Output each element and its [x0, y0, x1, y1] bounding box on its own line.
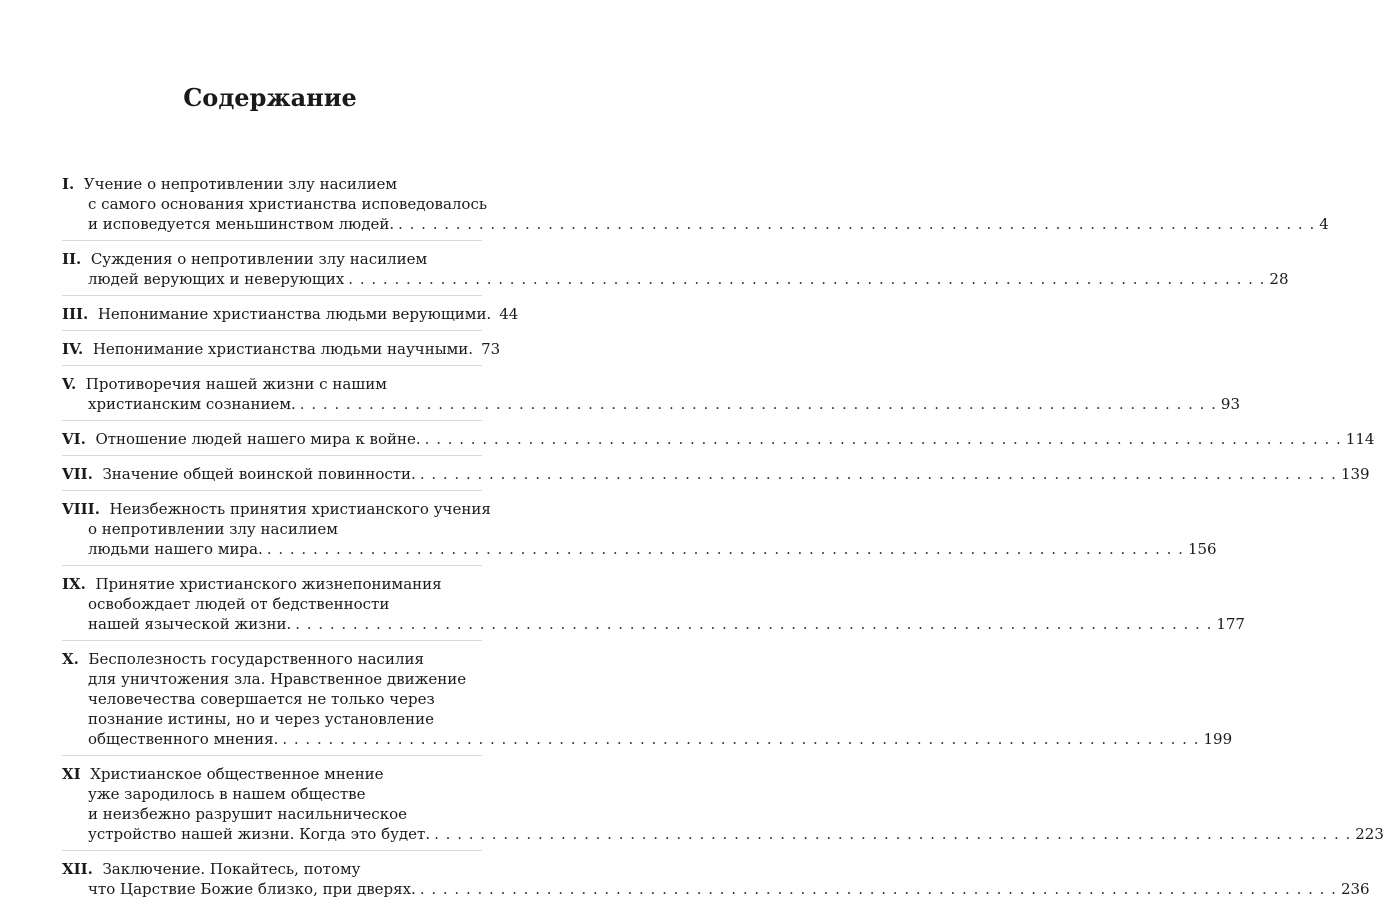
chapter-title-line: нашей языческой жизни. [88, 615, 292, 633]
toc-entry-line [62, 859, 482, 879]
dot-leader: . . . . . . . . . . . . . . . . . . . . . . . . . . . . . . . . . . . . . . . . . . . . . . . . . . . . . . . . . . . . . . . . . . . . . . . . . . . . . . . . [299, 395, 1217, 413]
toc-entry-line [62, 519, 482, 539]
chapter-number: X. [62, 650, 79, 668]
page-number: 114 [1345, 430, 1375, 448]
toc-entry-text [88, 879, 416, 899]
page-number: 28 [1269, 270, 1289, 288]
dot-leader: . . . . . . . . . . . . . . . . . . . . . . . . . . . . . . . . . . . . . . . . . . . . . . . . . . . . . . . . . . . . . . . . . . . . . . . . . . . . . . . . [266, 540, 1184, 558]
chapter-title-line: о непротивлении злу насилием [88, 520, 338, 538]
chapter-title-line: Заключение. Покайтесь, потому [102, 860, 361, 878]
toc-entry[interactable] [62, 859, 1370, 905]
toc-entry-line [62, 614, 1245, 634]
toc-entry-line [62, 764, 482, 784]
toc-entry[interactable] [62, 649, 1233, 756]
toc-entry-line [62, 804, 482, 824]
chapter-title-line: Противоречия нашей жизни с нашим [85, 375, 387, 393]
chapter-number: VIII. [62, 500, 100, 518]
chapter-number: IX. [62, 575, 86, 593]
chapter-title-line: Непонимание христианства людьми научными. [92, 340, 474, 358]
chapter-title-line: людьми нашего мира. [88, 540, 263, 558]
page-number: 139 [1340, 465, 1370, 483]
toc-entry-line [62, 539, 1217, 559]
chapter-title-line: устройство нашей жизни. Когда это будет. [88, 825, 431, 843]
dot-leader: . . . . . . . . . . . . . . . . . . . . . . . . . . . . . . . . . . . . . . . . . . . . . . . . . . . . . . . . . . . . . . . . . . . . . . . . . . . . . . . . [348, 270, 1266, 288]
chapter-title-line: христианским сознанием. [88, 395, 296, 413]
toc-entry-line [62, 214, 1329, 234]
page-number: 73 [481, 340, 501, 358]
toc-entry-line [62, 669, 482, 689]
toc-entry-text [62, 339, 473, 359]
chapter-number: V. [62, 375, 77, 393]
chapter-title-line: освобождает людей от бедственности [88, 595, 390, 613]
chapter-number: VI. [62, 430, 86, 448]
toc-entry-line [62, 594, 482, 614]
toc-entry[interactable] [62, 429, 1375, 456]
dot-leader: . . . . . . . . . . . . . . . . . . . . . . . . . . . . . . . . . . . . . . . . . . . . . . . . . . . . . . . . . . . . . . . . . . . . . . . . . . . . . . . . [419, 465, 1337, 483]
toc-entry[interactable] [62, 499, 1217, 566]
toc-entry-line [62, 649, 482, 669]
chapter-title-line: Бесполезность государственного насилия [88, 650, 424, 668]
page-number: 223 [1355, 825, 1384, 843]
dot-leader: . . . . . . . . . . . . . . . . . . . . . . . . . . . . . . . . . . . . . . . . . . . . . . . . . . . . . . . . . . . . . . . . . . . . . . . . . . . . . . . . [282, 730, 1200, 748]
chapter-title-line: и неизбежно разрушит насильническое [88, 805, 407, 823]
chapter-number: IV. [62, 340, 84, 358]
toc-entry-line [62, 709, 482, 729]
toc-entry-text [88, 729, 278, 749]
chapter-title-line: Принятие христианского жизнепонимания [95, 575, 442, 593]
dot-leader: . . . . . . . . . . . . . . . . . . . . . . . . . . . . . . . . . . . . . . . . . . . . . . . . . . . . . . . . . . . . . . . . . . . . . . . . . . . . . . . . [419, 880, 1337, 898]
toc-entry-line [62, 304, 519, 324]
toc-entry-line [62, 784, 482, 804]
chapter-title-line: Значение общей воинской повинности. [102, 465, 416, 483]
chapter-title-line: людей верующих и неверующих [88, 270, 345, 288]
chapter-number: XI [62, 765, 81, 783]
toc-entry[interactable] [62, 374, 1240, 421]
dot-leader: . . . . . . . . . . . . . . . . . . . . . . . . . . . . . . . . . . . . . . . . . . . . . . . . . . . . . . . . . . . . . . . . . . . . . . . . . . . . . . . . [295, 615, 1213, 633]
chapter-title-line: человечества совершается не только через [88, 690, 435, 708]
chapter-title-line: Отношение людей нашего мира к войне. [95, 430, 421, 448]
dot-leader: . . . . . . . . . . . . . . . . . . . . . . . . . . . . . . . . . . . . . . . . . . . . . . . . . . . . . . . . . . . . . . . . . . . . . . . . . . . . . . . . [434, 825, 1352, 843]
toc-entry-line [62, 729, 1233, 749]
chapter-title-line: и исповедуется меньшинством людей. [88, 215, 395, 233]
toc-entry-line [62, 499, 491, 519]
toc-entry[interactable] [62, 764, 1384, 851]
toc-entry-line [62, 339, 501, 359]
chapter-title-line: Непонимание христианства людьми верующими. [97, 305, 492, 323]
toc-entry[interactable] [62, 464, 1370, 491]
toc-entry-text [88, 539, 263, 559]
toc-entry-line [62, 689, 482, 709]
toc-entry-line [62, 429, 1375, 449]
toc-entry-line [62, 879, 1370, 899]
page-number: 236 [1340, 880, 1370, 898]
toc-entry[interactable] [62, 174, 1329, 241]
chapter-title-line: с самого основания христианства исповедовалось [88, 195, 488, 213]
chapter-number: III. [62, 305, 89, 323]
toc-entry[interactable] [62, 574, 1245, 641]
toc-entry-text [62, 304, 491, 324]
toc-entry-text [88, 824, 430, 844]
toc-entry-line [62, 464, 1370, 484]
chapter-title-line: Суждения о непротивлении злу насилием [90, 250, 428, 268]
toc-entry-line [62, 574, 482, 594]
toc-entry-text [62, 429, 421, 449]
toc-entry-line [62, 394, 1240, 414]
chapter-title-line: познание истины, но и через установление [88, 710, 434, 728]
page-number: 156 [1187, 540, 1217, 558]
toc-entry-line [62, 249, 482, 269]
toc-entry[interactable] [62, 339, 501, 366]
toc-entry-line [62, 194, 488, 214]
chapter-title-line: Учение о непротивлении злу насилием [83, 175, 397, 193]
dot-leader: . . . . . . . . . . . . . . . . . . . . . . . . . . . . . . . . . . . . . . . . . . . . . . . . . . . . . . . . . . . . . . . . . . . . . . . . . . . . . . . . [424, 430, 1342, 448]
chapter-title-line: уже зародилось в нашем обществе [88, 785, 366, 803]
page-number: 93 [1220, 395, 1240, 413]
toc-entry-line [62, 269, 1289, 289]
toc-entry-text [88, 614, 291, 634]
toc-entry[interactable] [62, 304, 519, 331]
page-number: 44 [499, 305, 519, 323]
chapter-number: VII. [62, 465, 93, 483]
page-title: Содержание [183, 83, 357, 112]
chapter-number: I. [62, 175, 75, 193]
chapter-number: II. [62, 250, 82, 268]
toc-entry-text [62, 464, 416, 484]
toc-entry-line [62, 174, 482, 194]
dot-leader: . . . . . . . . . . . . . . . . . . . . . . . . . . . . . . . . . . . . . . . . . . . . . . . . . . . . . . . . . . . . . . . . . . . . . . . . . . . . . . . . [398, 215, 1316, 233]
page-number: 199 [1203, 730, 1233, 748]
toc-entry-line [62, 374, 482, 394]
page-number: 4 [1319, 215, 1329, 233]
chapter-title-line: Неизбежность принятия христианского учения [109, 500, 491, 518]
chapter-title-line: для уничтожения зла. Нравственное движение [88, 670, 467, 688]
page-number: 177 [1216, 615, 1245, 633]
chapter-title-line: Христианское общественное мнение [90, 765, 384, 783]
chapter-number: XII. [62, 860, 93, 878]
table-of-contents [62, 174, 1384, 913]
toc-entry[interactable] [62, 249, 1289, 296]
toc-entry-text [88, 214, 394, 234]
chapter-title-line: что Царствие Божие близко, при дверях. [88, 880, 416, 898]
toc-entry-text [88, 269, 344, 289]
toc-entry-text [88, 394, 296, 414]
toc-entry-line [62, 824, 1384, 844]
chapter-title-line: общественного мнения. [88, 730, 279, 748]
